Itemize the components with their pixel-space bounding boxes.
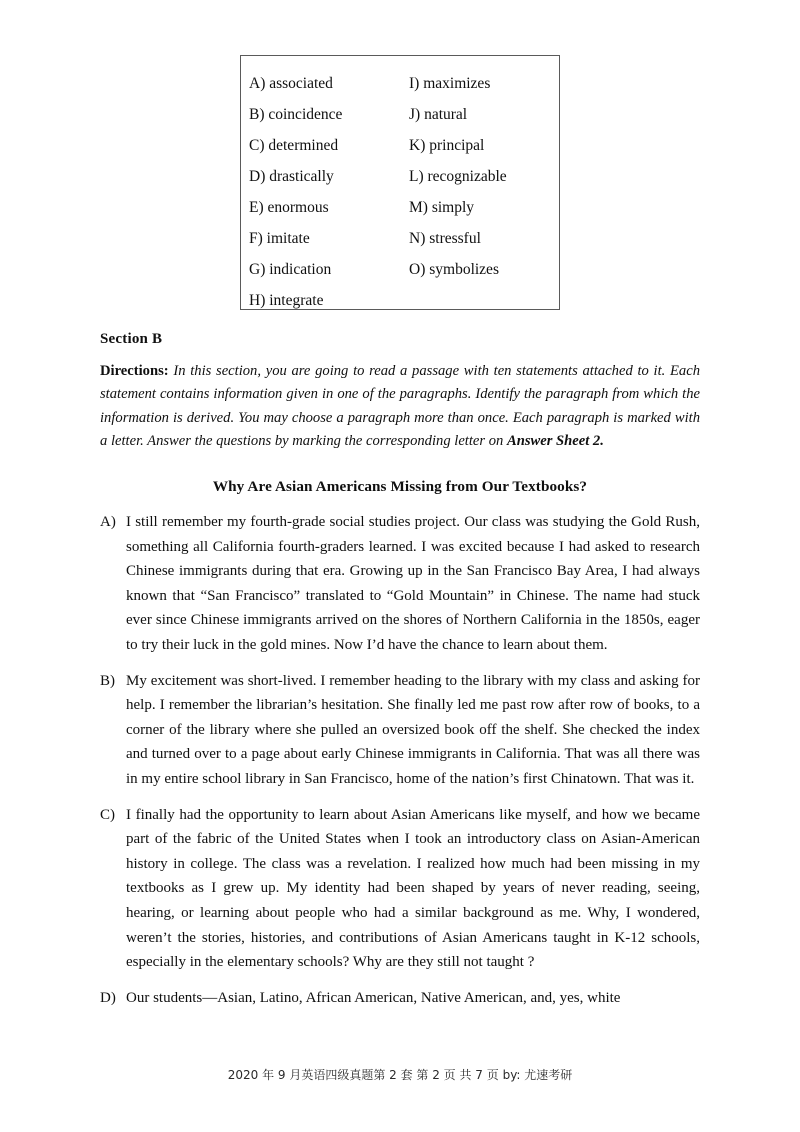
word-bank-option-h-text: H) integrate [249,292,324,309]
word-bank-option-n [409,223,569,254]
article-title: Why Are Asian Americans Missing from Our Textbooks? [212,478,588,495]
paragraph-b-text: My excitement was short-lived. I remember heading to the library with my class and asking for help. I remember the librarian’s hesitation. She finally led me past row after row of books, to a corner of the library where she pulled an oversized book off the shelf. She checked the index and turned over to a page about early Chinese immigrants in California. That was all there was in my entire school library in San Francisco, home of the nation’s first Chinatown. That was it. [126,672,700,787]
word-bank-option-l-text: L) recognizable [409,168,507,185]
paragraph-b [100,669,700,792]
paragraph-a-label: A) [100,514,116,530]
directions-answer-sheet: Answer Sheet 2. [506,433,604,450]
paragraph-c-text: I finally had the opportunity to learn about Asian Americans like myself, and how we became part of the fabric of the United States when I took an introductory class on Asian-American history in college. The class was a revelation. I realized how much had been missing in my textbooks as I grew up. My identity had been shaped by years of never reading, seeing, hearing, or learning about people who had a similar background as me. Why, I wondered, weren’t the stories, histories, and contributions of Asian Americans taught in K-12 schools, especially in the elementary schools? Why are they still not taught ? [126,806,700,971]
article-body [100,510,700,1021]
word-bank-grid [241,68,559,316]
word-bank-option-k [409,130,569,161]
word-bank-option-g [249,254,409,285]
paragraph-c-label: C) [100,806,115,823]
word-bank-option-o-text: O) symbolizes [409,261,499,278]
directions-paragraph [100,360,700,454]
directions-body: In this section, you are going to read a passage with ten statements attached to it. Each statement contains information given in one of the paragraphs. Identify the paragraph from which the information is derived. You may choose a paragraph more than once. Each paragraph is marked with a letter. Answer the questions by marking the corresponding letter on [100,363,700,450]
word-bank-box [240,55,560,310]
paragraph-d-text: Our students—Asian, Latino, African American, Native American, and, yes, white [126,989,621,1006]
word-bank-option-m-text: M) simply [409,199,475,216]
word-bank-option-f [249,223,409,254]
paragraph-d-label: D) [100,989,116,1006]
word-bank-option-j-text: J) natural [409,106,468,123]
word-bank-option-h [249,285,409,316]
paragraph-d [100,986,700,1011]
paragraph-a-text: I still remember my fourth-grade social studies project. Our class was studying the Gold Rush, something all California fourth-graders learned. I was excited because I had asked to research Chinese immigrants during that era. Growing up in the San Francisco Bay Area, I had always known that “San Francisco” translated to “Gold Mountain” in Chinese. The name had stuck ever since Chinese immigrants arrived on the shores of Northern California in the 1850s, eager to try their luck in the gold mines. Now I’d have the chance to learn about them. [126,514,700,653]
word-bank-option-f-text: F) imitate [249,230,310,247]
word-bank-option-k-text: K) principal [409,137,485,154]
word-bank-option-a [249,68,409,99]
word-bank-option-b-text: B) coincidence [249,106,343,123]
word-bank-option-e-text: E) enormous [249,199,329,216]
word-bank-option-g-text: G) indication [249,261,332,278]
word-bank-option-a-text: A) associated [249,75,333,92]
word-bank-option-m [409,192,569,223]
word-bank-option-c [249,130,409,161]
word-bank-option-j [409,99,569,130]
word-bank-option-e [249,192,409,223]
page-footer-text: 2020 年 9 月英语四级真题第 2 套 第 2 页 共 7 页 by: 尤速考研 [227,1068,573,1082]
paragraph-a [100,510,700,658]
word-bank-option-d [249,161,409,192]
word-bank-option-n-text: N) stressful [409,230,481,247]
word-bank-option-l [409,161,569,192]
word-bank-option-b [249,99,409,130]
word-bank-option-o [409,254,569,285]
directions-label: Directions: [100,363,169,379]
section-heading: Section B [100,331,163,347]
word-bank-option-i [409,68,569,99]
word-bank-option-i-text: I) maximizes [409,75,491,92]
word-bank-option-d-text: D) drastically [249,168,334,185]
paragraph-b-label: B) [100,672,115,689]
word-bank-option-c-text: C) determined [249,137,339,154]
paragraph-c [100,803,700,975]
page-footer [0,1066,800,1083]
